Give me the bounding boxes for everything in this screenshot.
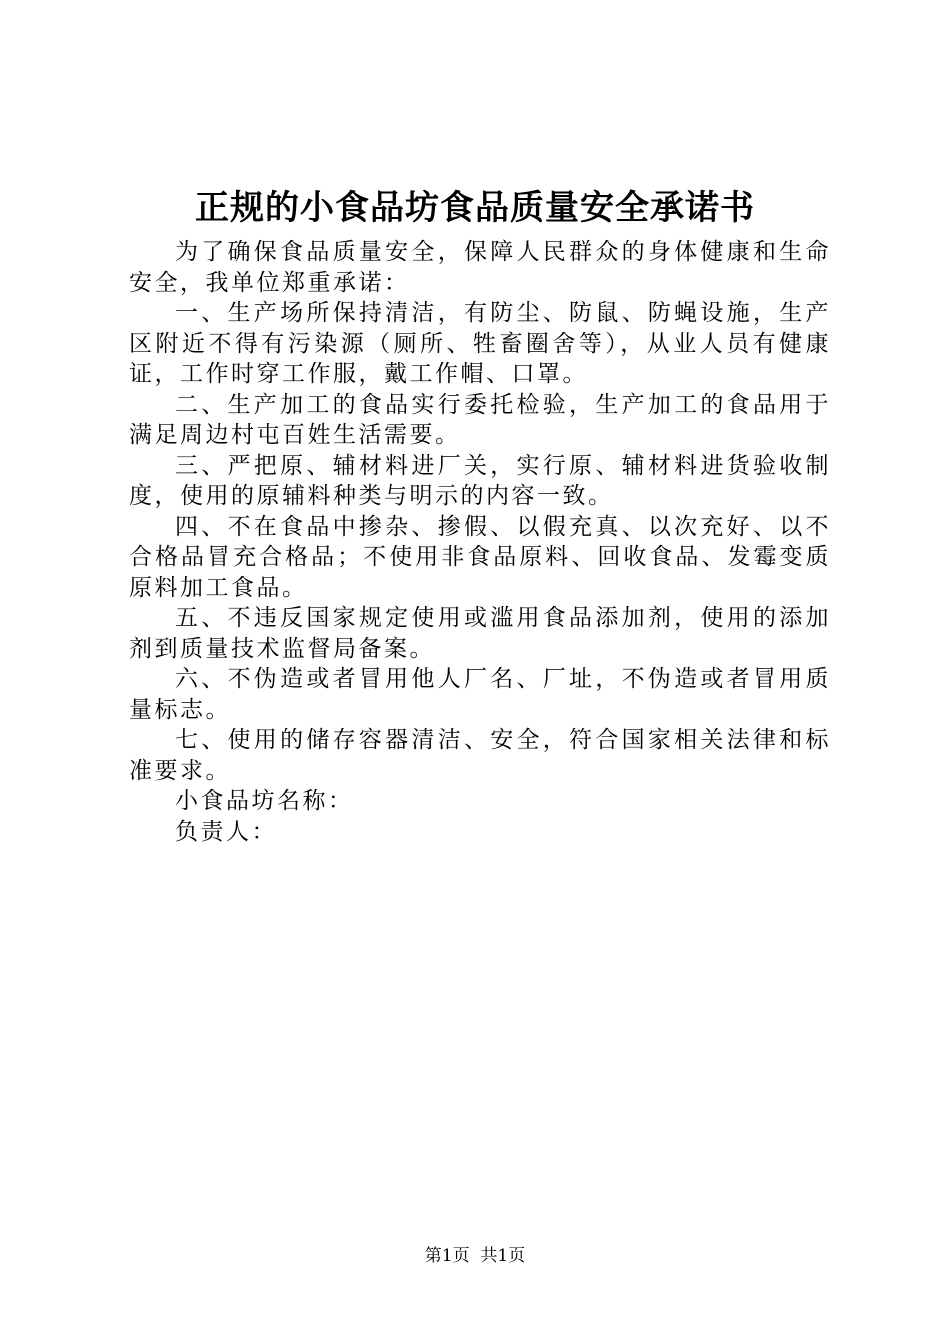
paragraph-item-5: 五、不违反国家规定使用或滥用食品添加剂，使用的添加剂到质量技术监督局备案。 (129, 605, 831, 662)
footer-separator (470, 1246, 481, 1266)
paragraph-item-4: 四、不在食品中掺杂、掺假、以假充真、以次充好、以不合格品冒充合格品；不使用非食品原料、回收食品、发霉变质原料加工食品。 (129, 513, 831, 601)
paragraph-item-1: 一、生产场所保持清洁，有防尘、防鼠、防蝇设施，生产区附近不得有污染源（厕所、牲畜圈舍等），从业人员有健康证，工作时穿工作服，戴工作帽、口罩。 (129, 300, 831, 387)
paragraph-item-2: 二、生产加工的食品实行委托检验，生产加工的食品用于满足周边村屯百姓生活需要。 (129, 391, 831, 448)
paragraph-item-3: 三、严把原、辅材料进厂关，实行原、辅材料进货验收制度，使用的原辅料种类与明示的内容一致。 (129, 452, 831, 509)
page-total: 共1页 (480, 1246, 526, 1266)
document-title: 正规的小食品坊食品质量安全承诺书 (195, 188, 755, 228)
paragraph-item-7: 七、使用的储存容器清洁、安全，符合国家相关法律和标准要求。 (129, 727, 831, 784)
paragraph-intro: 为了确保食品质量安全，保障人民群众的身体健康和生命安全，我单位郑重承诺： (129, 239, 831, 296)
document-body (129, 237, 831, 847)
shop-name-label: 小食品坊名称： (175, 788, 354, 814)
page-footer (0, 1245, 950, 1267)
responsible-person-label: 负责人： (175, 818, 277, 845)
paragraph-item-6: 六、不伪造或者冒用他人厂名、厂址，不伪造或者冒用质量标志。 (129, 666, 831, 723)
page-number: 第1页 (424, 1246, 470, 1266)
